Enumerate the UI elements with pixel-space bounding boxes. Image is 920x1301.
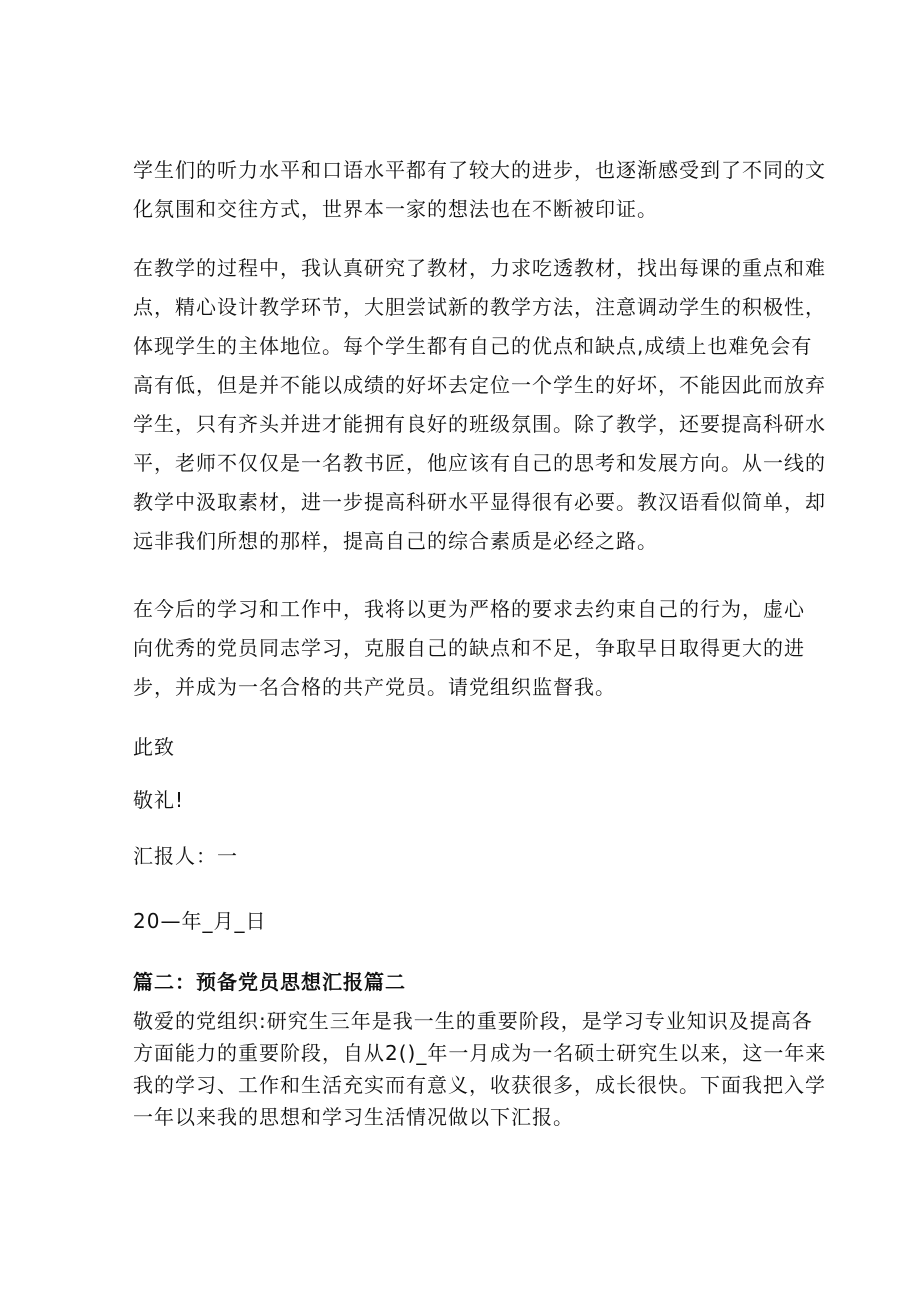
text-line: 平，老师不仅仅是一名教书匠，他应该有自己的思考和发展方向。从一线的 [133,451,826,475]
text-line: 高有低，但是并不能以成绩的好坏去定位一个学生的好坏，不能因此而放弃 [133,373,826,397]
text-line: 在教学的过程中，我认真研究了教材，力求吃透教材，找出每课的重点和难 [133,256,826,280]
section-heading: 篇二：预备党员思想汇报篇二 [133,970,406,994]
text-line: 化氛围和交往方式，世界本一家的想法也在不断被印证。 [133,197,658,221]
paragraph-future [133,590,805,707]
text-line: 教学中汲取素材，进一步提高科研水平显得很有必要。教汉语看似简单，却 [133,490,826,514]
text-line: 敬爱的党组织:研究生三年是我一生的重要阶段，是学习专业知识及提高各 [133,1009,813,1033]
paragraph-progress [133,151,826,229]
text-line: 点，精心设计教学环节，大胆尝试新的教学方法，注意调动学生的积极性， [133,295,826,319]
text-line: 步，并成为一名合格的共产党员。请党组织监督我。 [133,675,616,699]
closing-line: 此致 [133,735,175,759]
text-line: 在今后的学习和工作中，我将以更为严格的要求去约束自己的行为，虚心 [133,597,805,621]
date-line: 20—年_月_日 [133,909,267,933]
reporter-line: 汇报人：一 [133,844,238,868]
text-line: 体现学生的主体地位。每个学生都有自己的优点和缺点,成绩上也难免会有 [133,334,813,358]
text-line: 方面能力的重要阶段，自从2()_年一月成为一名硕士研究生以来，这一年来 [133,1041,827,1065]
salute-line: 敬礼! [133,788,185,812]
paragraph-teaching [133,249,826,561]
text-line: 一年以来我的思想和学习生活情况做以下汇报。 [133,1105,574,1129]
text-line: 远非我们所想的那样，提高自己的综合素质是必经之路。 [133,529,658,553]
text-line: 学生们的听力水平和口语水平都有了较大的进步，也逐渐感受到了不同的文 [133,158,826,182]
text-line: 我的学习、工作和生活充实而有意义，收获很多，成长很快。下面我把入学 [133,1073,826,1097]
text-line: 学生，只有齐头并进才能拥有良好的班级氛围。除了教学，还要提高科研水 [133,412,826,436]
text-line: 向优秀的党员同志学习，克服自己的缺点和不足，争取早日取得更大的进 [133,636,805,660]
paragraph-letter [133,1005,826,1133]
